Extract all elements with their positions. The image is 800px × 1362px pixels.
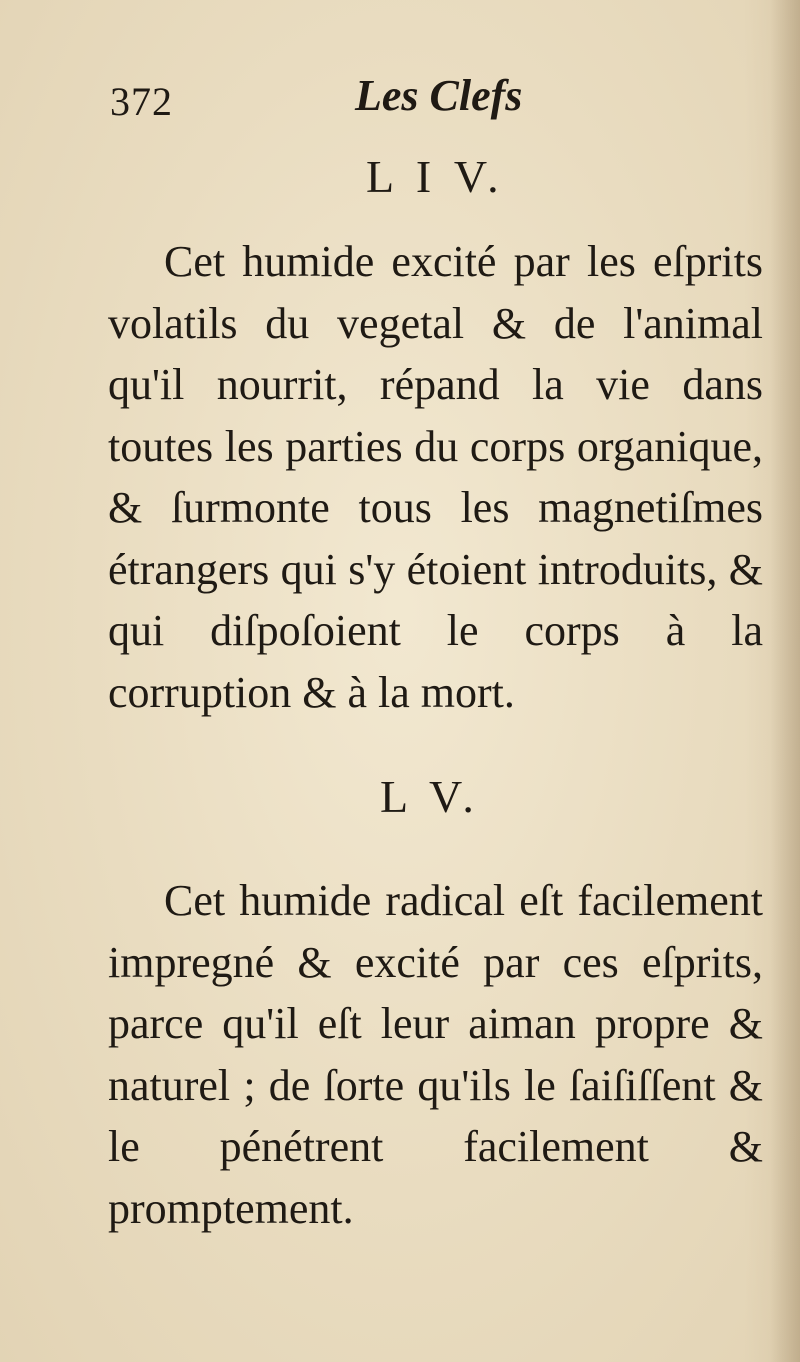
running-title: Les Clefs: [355, 71, 523, 120]
section-heading-liv: L I V.: [366, 151, 505, 202]
page-number: 372: [110, 79, 173, 124]
page-header: [110, 70, 670, 130]
paragraph-liv: Cet humide excité par les eſprits volatils du vegetal & de l'animal qu'il nourrit, répand la vie dans toutes les parties du corps organique, & ſurmonte tous les magnetiſmes étrangers qui s'y étoient introduits, & qui diſpoſoient le corps à la corruption & à la mort.: [108, 237, 763, 717]
paragraph-lv: Cet humide radical eſt facilement impregné & excité par ces eſprits, parce qu'il eſt leur aiman propre & naturel ; de ſorte qu'ils le ſaiſiſſent & le pénétrent facilement & promptement.: [108, 876, 763, 1233]
page-edge-shadow: [770, 0, 800, 1362]
section-heading-lv: L V.: [380, 771, 480, 822]
